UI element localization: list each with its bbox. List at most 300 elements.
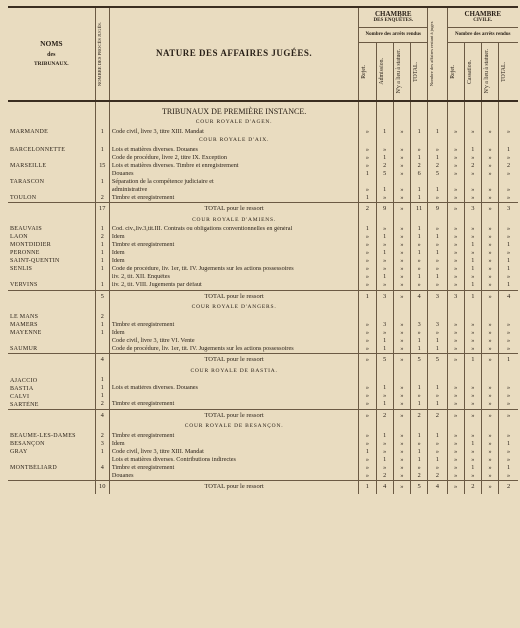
total-value: »	[447, 409, 464, 422]
chambre-enquetes-title: CHAMBRE	[374, 10, 412, 19]
header-total2	[499, 43, 518, 101]
blank-cell	[376, 303, 393, 313]
nature-affaire: Idem	[109, 440, 358, 448]
proces-count: 1	[95, 282, 109, 291]
table-row	[8, 258, 518, 266]
proces-count	[95, 186, 109, 194]
total-value: 2	[376, 409, 393, 422]
total-value: 3	[428, 290, 447, 303]
value-cell: »	[428, 194, 447, 203]
value-cell: »	[359, 329, 376, 337]
value-cell: »	[499, 448, 518, 456]
nature-affaire: Code de procédure, liv. 1er, tit. IV. Jugements sur les actions possessoires	[109, 345, 358, 354]
value-cell: »	[359, 186, 376, 194]
proces-count: 1	[95, 250, 109, 258]
cour-heading-row	[8, 367, 518, 377]
total-value: 1	[464, 290, 481, 303]
proces-count	[95, 345, 109, 354]
tribunal-name: TARASCON	[10, 178, 45, 185]
value-cell: »	[447, 385, 464, 393]
proces-count: 4	[95, 464, 109, 472]
value-cell: 1	[410, 432, 427, 440]
total-value: 1	[359, 481, 376, 494]
blank-cell	[8, 290, 95, 303]
blank-cell	[447, 303, 464, 313]
value-cell: »	[428, 464, 447, 472]
tribunal-name: LE MANS	[10, 313, 39, 320]
proces-count: 1	[95, 448, 109, 456]
value-cell: 1	[464, 266, 481, 274]
value-cell: 1	[410, 154, 427, 162]
value-cell: »	[393, 186, 410, 194]
value-cell: »	[359, 242, 376, 250]
total-row	[8, 409, 518, 422]
blank-cell	[359, 216, 376, 226]
value-cell: »	[481, 345, 498, 354]
tribunal-name: BASTIA	[10, 385, 34, 392]
value-cell: »	[359, 440, 376, 448]
value-cell: »	[447, 337, 464, 345]
proces-count	[95, 154, 109, 162]
value-cell: 1	[428, 250, 447, 258]
cour-heading-row	[8, 422, 518, 432]
value-cell: »	[376, 266, 393, 274]
total-value: 3	[499, 202, 518, 215]
header-affaires-label: Nombre des affaires restant à juger.	[429, 21, 435, 87]
total-value: 2	[499, 481, 518, 494]
blank-cell	[393, 216, 410, 226]
value-cell	[447, 178, 464, 186]
chambre-civile-sub: CIVILE.	[473, 18, 493, 24]
value-cell: 3	[428, 321, 447, 329]
nature-affaire: Timbre et enregistrement	[109, 464, 358, 472]
value-cell: »	[464, 234, 481, 242]
blank-cell	[447, 216, 464, 226]
value-cell: »	[376, 329, 393, 337]
tribunal-name: SAUMUR	[10, 345, 38, 352]
tribunal-name: SARTÈNE	[10, 401, 39, 408]
total-value: »	[393, 354, 410, 367]
total-value: »	[393, 202, 410, 215]
value-cell	[428, 178, 447, 186]
blank-cell	[464, 422, 481, 432]
value-cell: »	[464, 472, 481, 481]
nature-affaire: Lois et matières diverses. Douanes	[109, 146, 358, 154]
value-cell: 1	[428, 385, 447, 393]
total-value: 4	[376, 481, 393, 494]
value-cell: »	[481, 282, 498, 291]
value-cell: »	[481, 401, 498, 410]
value-cell: »	[410, 242, 427, 250]
value-cell: 1	[428, 401, 447, 410]
value-cell: »	[428, 282, 447, 291]
tribunal-name: SENLIS	[10, 266, 33, 273]
value-cell: »	[481, 170, 498, 178]
value-cell: »	[499, 472, 518, 481]
value-cell	[410, 377, 427, 385]
table-row	[8, 393, 518, 401]
total-row	[8, 354, 518, 367]
value-cell: 1	[410, 186, 427, 194]
value-cell: »	[481, 337, 498, 345]
value-cell: »	[447, 432, 464, 440]
value-cell: »	[359, 385, 376, 393]
value-cell: »	[393, 472, 410, 481]
header-ny-a-lieu2	[481, 43, 498, 101]
tribunal-name: PÉRONNE	[10, 250, 40, 257]
value-cell: »	[481, 128, 498, 136]
value-cell: »	[481, 250, 498, 258]
nature-affaire: Timbre et enregistrement	[109, 194, 358, 203]
total-value: »	[447, 481, 464, 494]
proces-count	[95, 170, 109, 178]
value-cell: »	[447, 266, 464, 274]
total-value: 2	[359, 202, 376, 215]
value-cell: 3	[410, 321, 427, 329]
value-cell	[428, 377, 447, 385]
blank-cell	[428, 367, 447, 377]
value-cell: »	[481, 234, 498, 242]
table-header	[8, 7, 518, 101]
value-cell: 2	[410, 162, 427, 170]
proces-count: 1	[95, 226, 109, 234]
tribunal-name	[8, 186, 95, 194]
blank-cell	[481, 422, 498, 432]
value-cell: »	[447, 448, 464, 456]
total-count: 4	[95, 354, 109, 367]
value-cell: »	[447, 170, 464, 178]
value-cell: »	[410, 393, 427, 401]
value-cell: 1	[376, 456, 393, 464]
tribunal-name	[8, 274, 95, 282]
value-cell: »	[410, 266, 427, 274]
proces-count: 2	[95, 234, 109, 242]
header-total-label: TOTAL.	[412, 61, 419, 82]
value-cell: »	[359, 154, 376, 162]
total-value: 3	[447, 290, 464, 303]
value-cell: »	[481, 456, 498, 464]
value-cell: »	[410, 329, 427, 337]
value-cell: »	[393, 337, 410, 345]
value-cell	[499, 313, 518, 321]
total-value: »	[359, 354, 376, 367]
value-cell: »	[499, 432, 518, 440]
nature-affaire: Douanes	[109, 170, 358, 178]
value-cell: 1	[376, 345, 393, 354]
value-cell: 1	[428, 456, 447, 464]
total-count: 10	[95, 481, 109, 494]
nature-affaire: Idem	[109, 329, 358, 337]
value-cell: 6	[410, 170, 427, 178]
table-row	[8, 226, 518, 234]
proces-count: 2	[95, 313, 109, 321]
enquetes-nombre: Nombre des arrêts rendus	[359, 27, 428, 43]
table-row	[8, 432, 518, 440]
value-cell: 1	[410, 448, 427, 456]
blank-cell	[481, 136, 498, 146]
value-cell: 1	[410, 456, 427, 464]
header-nombre-label: NOMBRE DES PROCÈS JUGÉS.	[96, 21, 102, 87]
section-row	[8, 101, 518, 118]
nature-affaire: Code de procédure, liv. 1er, tit. IV. Jugements sur les actions possessoires	[109, 266, 358, 274]
value-cell: »	[376, 393, 393, 401]
value-cell: »	[464, 186, 481, 194]
tribunal-name: VERVINS	[10, 282, 38, 289]
proces-count: 1	[95, 258, 109, 266]
value-cell: »	[428, 393, 447, 401]
blank-cell	[447, 118, 464, 128]
blank-cell	[376, 216, 393, 226]
header-admission-label: Admission.	[378, 58, 385, 85]
blank-cell	[410, 136, 427, 146]
blank-cell	[428, 216, 447, 226]
value-cell: »	[393, 234, 410, 242]
value-cell: »	[359, 456, 376, 464]
blank-cell	[499, 216, 518, 226]
header-rejet-label: Rejet.	[361, 64, 368, 79]
value-cell: »	[464, 448, 481, 456]
value-cell: »	[393, 464, 410, 472]
nature-affaire	[109, 313, 358, 321]
total-count: 17	[95, 202, 109, 215]
value-cell: »	[359, 250, 376, 258]
value-cell: »	[393, 242, 410, 250]
value-cell: »	[410, 440, 427, 448]
value-cell: »	[447, 226, 464, 234]
tribunal-name: MONTBÉLIARD	[10, 465, 57, 472]
proces-count: 1	[95, 321, 109, 329]
value-cell: »	[447, 194, 464, 203]
value-cell: »	[481, 154, 498, 162]
blank-cell	[95, 216, 109, 226]
nature-affaire: Idem	[109, 234, 358, 242]
table-row	[8, 282, 518, 291]
value-cell: »	[481, 146, 498, 154]
blank-cell	[8, 354, 95, 367]
tribunal-name: SAINT-QUENTIN	[10, 258, 60, 265]
value-cell	[464, 313, 481, 321]
cour-name: COUR ROYALE D'AMIENS.	[109, 216, 358, 226]
value-cell: »	[393, 282, 410, 291]
tribunal-name	[8, 472, 95, 481]
value-cell: »	[499, 170, 518, 178]
value-cell: »	[464, 337, 481, 345]
total-value: »	[393, 481, 410, 494]
tribunal-name: MARMANDE	[10, 129, 49, 135]
total-value: »	[481, 409, 498, 422]
total-row	[8, 290, 518, 303]
value-cell: »	[393, 266, 410, 274]
value-cell: »	[410, 464, 427, 472]
value-cell: »	[481, 162, 498, 170]
value-cell	[393, 313, 410, 321]
value-cell: »	[464, 154, 481, 162]
value-cell: 1	[499, 258, 518, 266]
blank-cell	[393, 303, 410, 313]
value-cell: 1	[376, 337, 393, 345]
value-cell: 1	[499, 146, 518, 154]
value-cell: »	[393, 401, 410, 410]
value-cell: »	[499, 329, 518, 337]
value-cell: »	[481, 393, 498, 401]
total-value: »	[393, 290, 410, 303]
value-cell: »	[359, 393, 376, 401]
header-ny-a-lieu2-label: N'y a lieu à statuer.	[483, 49, 490, 94]
value-cell: 1	[428, 186, 447, 194]
nature-affaire: Lois et matières diverses. Contributions indirectes	[109, 456, 358, 464]
nature-affaire: liv. 2, tit. VIII. Jugements par défaut	[109, 282, 358, 291]
value-cell: »	[481, 321, 498, 329]
value-cell: »	[464, 274, 481, 282]
table-row	[8, 313, 518, 321]
value-cell: »	[499, 456, 518, 464]
total-label: TOTAL pour le ressort	[109, 202, 358, 215]
value-cell: »	[393, 345, 410, 354]
tribunal-name: MAMERS	[10, 321, 38, 328]
value-cell: 2	[376, 162, 393, 170]
header-chambre-enquetes	[359, 7, 428, 27]
tribunal-name	[8, 154, 95, 162]
total-value: »	[393, 409, 410, 422]
value-cell: 2	[464, 162, 481, 170]
value-cell	[464, 178, 481, 186]
value-cell: »	[447, 282, 464, 291]
cour-heading-row	[8, 216, 518, 226]
value-cell: »	[359, 337, 376, 345]
value-cell: 2	[499, 162, 518, 170]
value-cell: »	[393, 329, 410, 337]
value-cell: »	[359, 162, 376, 170]
table-row	[8, 128, 518, 136]
value-cell: »	[428, 266, 447, 274]
value-cell: »	[447, 146, 464, 154]
total-value: 5	[428, 354, 447, 367]
value-cell: 1	[410, 250, 427, 258]
value-cell	[481, 313, 498, 321]
table-row	[8, 146, 518, 154]
blank-cell	[481, 367, 498, 377]
value-cell: »	[499, 345, 518, 354]
total-value: »	[481, 354, 498, 367]
nature-affaire: liv. 2, tit. XII. Enquêtes	[109, 274, 358, 282]
proces-count	[95, 274, 109, 282]
value-cell	[481, 377, 498, 385]
cour-heading-row	[8, 118, 518, 128]
total-count: 4	[95, 409, 109, 422]
header-cassation-label: Cassation.	[466, 59, 473, 84]
value-cell: 1	[428, 128, 447, 136]
proces-count	[95, 337, 109, 345]
table-row	[8, 385, 518, 393]
tribunal-name: BESANÇON	[10, 441, 45, 448]
header-cassation	[464, 43, 481, 101]
blank-cell	[410, 303, 427, 313]
value-cell: 1	[376, 250, 393, 258]
blank-cell	[8, 216, 95, 226]
blank-cell	[95, 136, 109, 146]
value-cell: 1	[410, 226, 427, 234]
blank-cell	[410, 422, 427, 432]
nature-affaire	[109, 377, 358, 385]
value-cell: »	[376, 242, 393, 250]
value-cell: »	[447, 250, 464, 258]
value-cell: »	[464, 226, 481, 234]
blank-cell	[8, 422, 95, 432]
value-cell: »	[447, 393, 464, 401]
value-cell: »	[359, 146, 376, 154]
blank-cell	[447, 422, 464, 432]
value-cell: »	[481, 258, 498, 266]
value-cell: 1	[428, 345, 447, 354]
value-cell	[481, 178, 498, 186]
value-cell	[359, 313, 376, 321]
header-admission	[376, 43, 393, 101]
value-cell: »	[359, 128, 376, 136]
value-cell: »	[376, 464, 393, 472]
total-value: 5	[410, 354, 427, 367]
value-cell: »	[447, 186, 464, 194]
value-cell: »	[428, 258, 447, 266]
table-row	[8, 162, 518, 170]
value-cell	[499, 178, 518, 186]
total-value: 4	[410, 290, 427, 303]
blank-cell	[499, 303, 518, 313]
total-count: 5	[95, 290, 109, 303]
blank-cell	[376, 422, 393, 432]
blank-cell	[393, 136, 410, 146]
blank-cell	[359, 136, 376, 146]
value-cell: »	[464, 456, 481, 464]
value-cell: »	[481, 266, 498, 274]
value-cell: »	[428, 329, 447, 337]
nature-affaire: Timbre et enregistrement	[109, 401, 358, 410]
value-cell: »	[447, 472, 464, 481]
value-cell: »	[464, 385, 481, 393]
tribunal-name: MARSEILLE	[10, 162, 47, 169]
value-cell: »	[481, 448, 498, 456]
total-value: 3	[376, 290, 393, 303]
value-cell: 3	[376, 321, 393, 329]
nature-affaire: administrative	[109, 186, 358, 194]
total-value: »	[499, 409, 518, 422]
value-cell: »	[376, 194, 393, 203]
value-cell	[376, 313, 393, 321]
value-cell: »	[359, 432, 376, 440]
value-cell: »	[376, 226, 393, 234]
value-cell: »	[428, 440, 447, 448]
blank-cell	[428, 422, 447, 432]
total-value: »	[447, 202, 464, 215]
chambre-enquetes-sub: DES ENQUÊTES.	[373, 18, 413, 24]
value-cell: »	[359, 401, 376, 410]
proces-count: 1	[95, 146, 109, 154]
value-cell: »	[359, 234, 376, 242]
nature-affaire: Code civil, livre 3, titre XIII. Mandat	[109, 448, 358, 456]
value-cell: »	[376, 146, 393, 154]
value-cell: »	[447, 329, 464, 337]
value-cell: »	[481, 432, 498, 440]
value-cell: »	[481, 472, 498, 481]
nature-affaire: Code civil, livre 3, titre XIII. Mandat	[109, 128, 358, 136]
value-cell: 1	[464, 258, 481, 266]
header-rejet2	[447, 43, 464, 101]
blank-cell	[464, 367, 481, 377]
blank-cell	[95, 118, 109, 128]
value-cell: 5	[428, 170, 447, 178]
blank-cell	[410, 118, 427, 128]
table-row	[8, 194, 518, 203]
table-row	[8, 242, 518, 250]
